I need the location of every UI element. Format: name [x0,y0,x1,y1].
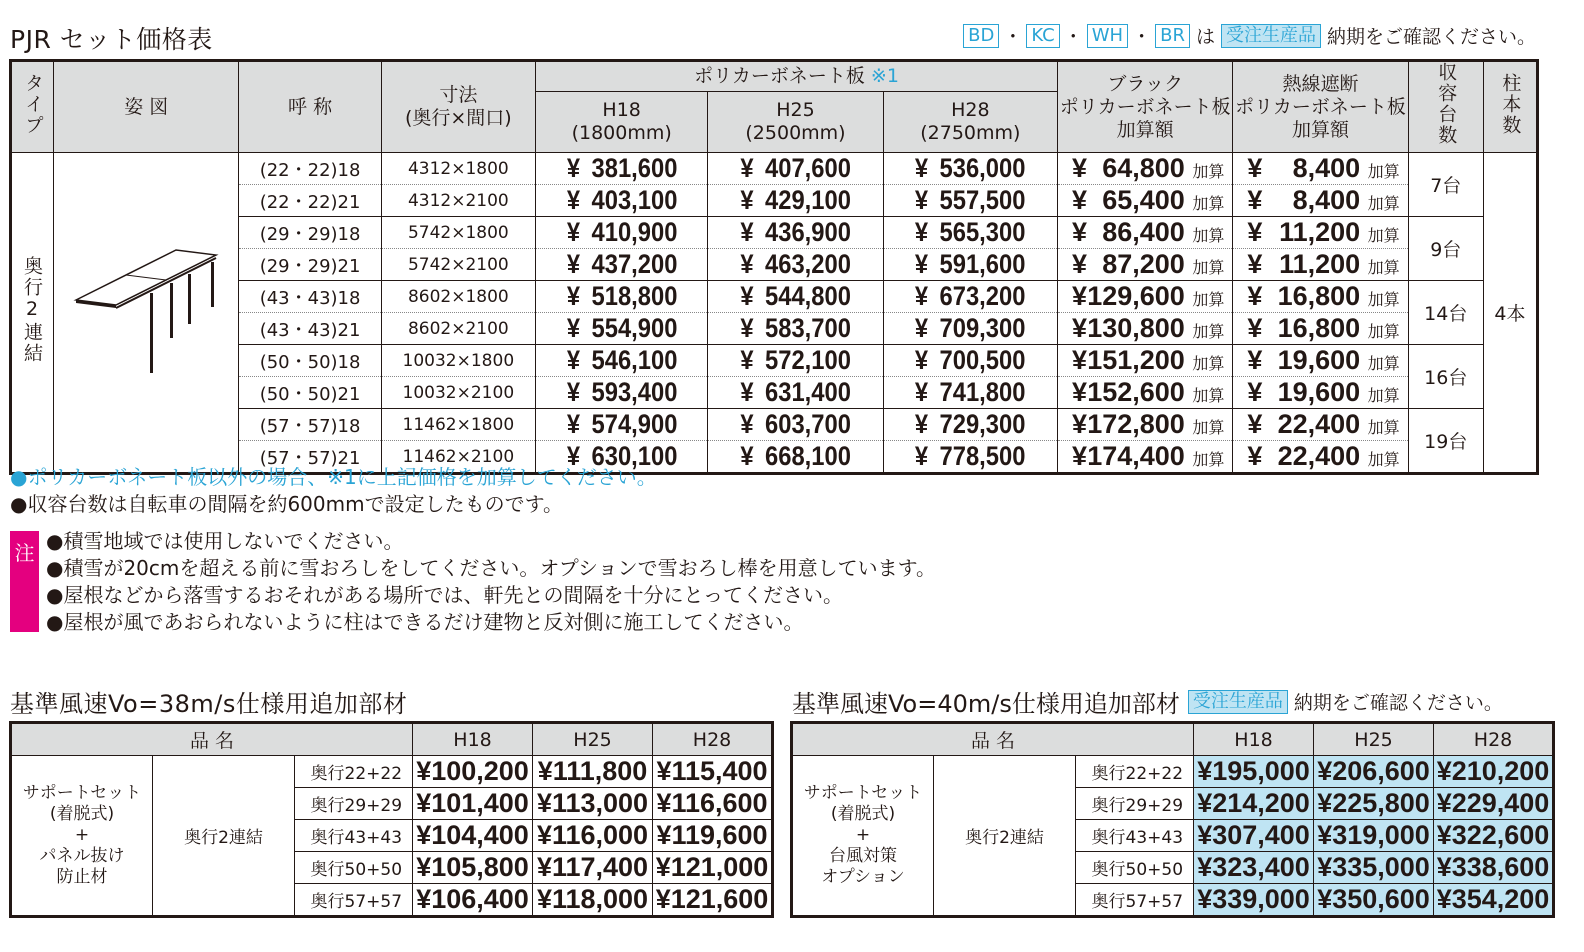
table-row [11,756,773,788]
add-black: ¥ 86,400 加算 [1058,217,1233,249]
product-type: 奥行2連結 [153,756,295,917]
price-h25: ¥111,800 [533,756,653,788]
price-h25: ¥116,000 [533,820,653,852]
price-h18: ¥ 410,900 [546,217,698,249]
depth-cell: 奥行43+43 [295,820,413,852]
capacity-cell: 7台 [1408,153,1483,217]
price-h28: ¥ 591,600 [894,249,1047,281]
price-h25: ¥ 668,100 [718,441,872,474]
type-cell: 奥行2連結 [11,153,54,474]
add-heat: ¥ 16,800 加算 [1233,313,1408,345]
row-name: (22・22)21 [239,185,381,217]
t40-header-h25: H25 [1314,723,1434,756]
price-h25: ¥118,000 [533,884,653,917]
row-name: (22・22)18 [239,153,381,185]
table-row [11,185,1538,217]
add-heat: ¥ 8,400 加算 [1233,153,1408,185]
depth-cell: 奥行50+50 [1076,852,1194,884]
row-size: 10032×1800 [381,345,535,377]
header-type: タイプ [11,61,54,153]
price-h28: ¥354,200 [1434,884,1554,917]
price-h28: ¥119,600 [653,820,773,852]
price-h28: ¥210,200 [1434,756,1554,788]
price-h25: ¥ 407,600 [718,153,872,185]
color-badge-kc: KC [1026,24,1059,48]
table40-title: 基準風速Vo=40m/s仕様用追加部材 [792,690,1180,718]
price-h18: ¥ 437,200 [546,249,698,281]
add-black: ¥ 87,200 加算 [1058,249,1233,281]
row-size: 4312×2100 [381,185,535,217]
warning-list [46,528,936,636]
row-size: 5742×2100 [381,249,535,281]
product-type: 奥行2連結 [934,756,1076,917]
warning-mark: 注 [10,531,39,632]
price-h25: ¥ 429,100 [718,185,872,217]
t40-header-name: 品 名 [792,723,1194,756]
posts-cell: 4本 [1483,153,1537,474]
depth-cell: 奥行22+22 [1076,756,1194,788]
add-black: ¥ 172,800 加算 [1058,409,1233,441]
t38-header-h25: H25 [533,723,653,756]
capacity-cell: 9台 [1408,217,1483,281]
row-size: 8602×2100 [381,313,535,345]
header-name: 呼 称 [239,61,381,153]
header-capacity: 収容台数 [1408,61,1483,153]
add-black: ¥ 151,200 加算 [1058,345,1233,377]
capacity-cell: 14台 [1408,281,1483,345]
row-name: (50・50)18 [239,345,381,377]
price-h18: ¥ 554,900 [546,313,698,345]
header-h25: H25 (2500mm) [708,92,883,153]
table-row [11,313,1538,345]
price-h18: ¥ 403,100 [546,185,698,217]
price-h28: ¥229,400 [1434,788,1554,820]
price-h18: ¥106,400 [413,884,533,917]
header-heat: 熱線遮断 ポリカーボネート板 加算額 [1233,61,1408,153]
price-h25: ¥ 463,200 [718,249,872,281]
warning-item: ●積雪が20cmを超える前に雪おろしをしてください。オプションで雪おろし棒を用意しています。 [46,556,936,580]
table-40 [790,721,1555,918]
price-h28: ¥115,400 [653,756,773,788]
depth-cell: 奥行29+29 [295,788,413,820]
note-1: ●ポリカーボネート板以外の場合、※1に上記価格を加算してください。 [10,465,657,489]
price-h28: ¥ 709,300 [894,313,1047,345]
row-size: 11462×1800 [381,409,535,441]
price-h25: ¥ 631,400 [718,377,872,409]
add-black: ¥ 152,600 加算 [1058,377,1233,409]
row-name: (57・57)21 [239,441,381,474]
add-black: ¥ 65,400 加算 [1058,185,1233,217]
price-h28: ¥121,000 [653,852,773,884]
add-black: ¥ 64,800 加算 [1058,153,1233,185]
product-name: サポートセット (着脱式) + 台風対策 オプション [792,756,934,917]
row-name: (43・43)21 [239,313,381,345]
table-38 [9,721,774,918]
header-black: ブラック ポリカーボネート板 加算額 [1058,61,1233,153]
header-size: 寸法 (奥行×間口) [381,61,535,153]
order-badge: 受注生産品 [1221,24,1321,48]
separator: ・ [1063,26,1083,48]
warning-item: ●屋根などから落雪するおそれがある場所では、軒先との間隔を十分にとってください。 [46,583,844,607]
price-h18: ¥214,200 [1194,788,1314,820]
note-2: ●収容台数は自転車の間隔を約600mmで設定したものです。 [10,492,563,516]
row-name: (57・57)18 [239,409,381,441]
t38-header-h28: H28 [653,723,773,756]
price-h28: ¥ 673,200 [894,281,1047,313]
figure-cell [54,153,239,474]
price-h28: ¥322,600 [1434,820,1554,852]
add-black: ¥ 130,800 加算 [1058,313,1233,345]
t38-header-name: 品 名 [11,723,413,756]
price-h25: ¥ 544,800 [718,281,872,313]
price-h18: ¥307,400 [1194,820,1314,852]
header-h28: H28 (2750mm) [883,92,1057,153]
price-h25: ¥ 572,100 [718,345,872,377]
warning-item: ●積雪地域では使用しないでください。 [46,529,404,553]
add-heat: ¥ 16,800 加算 [1233,281,1408,313]
price-h28: ¥116,600 [653,788,773,820]
t38-header-h18: H18 [413,723,533,756]
price-h18: ¥104,400 [413,820,533,852]
price-h28: ¥ 778,500 [894,441,1047,474]
row-size: 5742×1800 [381,217,535,249]
depth-cell: 奥行57+57 [1076,884,1194,917]
price-h18: ¥ 546,100 [546,345,698,377]
row-size: 10032×2100 [381,377,535,409]
depth-cell: 奥行50+50 [295,852,413,884]
depth-cell: 奥行29+29 [1076,788,1194,820]
add-heat: ¥ 19,600 加算 [1233,377,1408,409]
table-row [11,281,1538,313]
price-h25: ¥ 583,700 [718,313,872,345]
table-row [11,249,1538,281]
color-badge-bd: BD [963,24,999,48]
price-h18: ¥ 593,400 [546,377,698,409]
table-row [11,153,1538,185]
price-h25: ¥ 436,900 [718,217,872,249]
add-heat: ¥ 19,600 加算 [1233,345,1408,377]
price-h25: ¥ 603,700 [718,409,872,441]
price-h18: ¥101,400 [413,788,533,820]
price-h28: ¥338,600 [1434,852,1554,884]
header-posts: 柱本数 [1483,61,1537,153]
price-h18: ¥339,000 [1194,884,1314,917]
separator: ・ [1003,26,1023,48]
table38-title: 基準風速Vo=38m/s仕様用追加部材 [10,690,408,718]
price-h18: ¥105,800 [413,852,533,884]
capacity-cell: 16台 [1408,345,1483,409]
table-row [11,377,1538,409]
price-h28: ¥121,600 [653,884,773,917]
price-h28: ¥ 557,500 [894,185,1047,217]
depth-cell: 奥行43+43 [1076,820,1194,852]
add-heat: ¥ 8,400 加算 [1233,185,1408,217]
depth-cell: 奥行22+22 [295,756,413,788]
header-figure: 姿 図 [54,61,239,153]
price-h28: ¥ 536,000 [894,153,1047,185]
table40-confirm: 納期をご確認ください。 [1293,692,1503,714]
price-h18: ¥195,000 [1194,756,1314,788]
price-h18: ¥ 574,900 [546,409,698,441]
price-h18: ¥ 381,600 [546,153,698,185]
table-row [11,409,1538,441]
price-h18: ¥323,400 [1194,852,1314,884]
header-poly: ポリカーボネート板 ※1 [536,61,1058,92]
price-h28: ¥ 565,300 [894,217,1047,249]
price-h28: ¥ 700,500 [894,345,1047,377]
row-size: 8602×1800 [381,281,535,313]
price-table [9,59,1539,475]
add-heat: ¥ 11,200 加算 [1233,217,1408,249]
table-row [792,756,1554,788]
table40-heading [792,684,1503,719]
t40-header-h28: H28 [1434,723,1554,756]
t40-header-h18: H18 [1194,723,1314,756]
price-h25: ¥113,000 [533,788,653,820]
table-row [11,345,1538,377]
row-size: 11462×2100 [381,441,535,474]
warning-item: ●屋根が風であおられないように柱はできるだけ建物と反対側に施工してください。 [46,610,804,634]
depth-cell: 奥行57+57 [295,884,413,917]
price-h28: ¥ 729,300 [894,409,1047,441]
add-heat: ¥ 22,400 加算 [1233,409,1408,441]
row-size: 4312×1800 [381,153,535,185]
page-title: PJR セット価格表 [10,25,213,54]
price-h25: ¥335,000 [1314,852,1434,884]
add-heat: ¥ 22,400 加算 [1233,441,1408,474]
price-h25: ¥206,600 [1314,756,1434,788]
add-heat: ¥ 11,200 加算 [1233,249,1408,281]
add-black: ¥ 174,400 加算 [1058,441,1233,474]
price-h18: ¥ 630,100 [546,441,698,474]
carport-figure [71,245,221,375]
row-name: (29・29)18 [239,217,381,249]
row-name: (50・50)21 [239,377,381,409]
price-h18: ¥100,200 [413,756,533,788]
capacity-cell: 19台 [1408,409,1483,474]
color-badge-wh: WH [1087,24,1128,48]
price-h25: ¥319,000 [1314,820,1434,852]
top-note-confirm: 納期をご確認ください。 [1326,26,1536,48]
price-h28: ¥ 741,800 [894,377,1047,409]
price-h25: ¥117,400 [533,852,653,884]
order-badge-40: 受注生産品 [1188,690,1288,714]
price-h25: ¥225,800 [1314,788,1434,820]
top-note [961,22,1536,49]
price-h25: ¥350,600 [1314,884,1434,917]
table-row [11,217,1538,249]
color-badge-br: BR [1155,24,1190,48]
separator: ・ [1132,26,1152,48]
price-h18: ¥ 518,800 [546,281,698,313]
row-name: (43・43)18 [239,281,381,313]
add-black: ¥ 129,600 加算 [1058,281,1233,313]
product-name: サポートセット (着脱式) + パネル抜け 防止材 [11,756,153,917]
header-h18: H18 (1800mm) [536,92,708,153]
row-name: (29・29)21 [239,249,381,281]
top-note-ha: は [1195,26,1215,48]
